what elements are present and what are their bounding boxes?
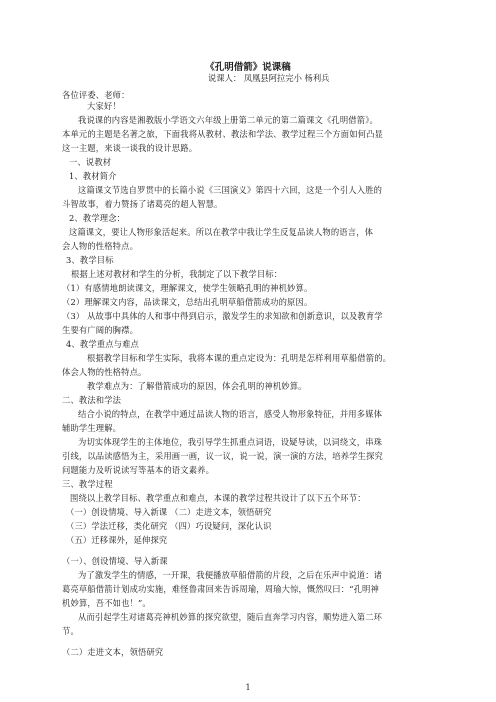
- text-line: （二）走进文本，领悟研究: [62, 647, 164, 657]
- text-line: 这一主题，来谈一谈我的设计思路。: [62, 143, 198, 153]
- text-line: 从而引起学生对诸葛亮神机妙算的探究欲望，随后直奔学习内容，顺势进入第二环: [78, 612, 383, 622]
- text-line: （一）创设情境、导入新课 （二）走进文本，领悟研究: [66, 507, 272, 517]
- text-line: 4、教学重点与难点: [66, 339, 140, 349]
- text-line: 问题能力及听说读写等基本的语文素养。: [62, 465, 215, 475]
- text-line: 引线，以品读感悟为主，采用画一画，议一议，说一说，演一演的方法，培养学生探究: [62, 451, 383, 461]
- text-line: （五）迁移课外，延伸探究: [66, 535, 168, 545]
- text-line: （三）学法迁移，类化研究 （四）巧设疑问，深化认识: [66, 521, 272, 531]
- text-line: 生要有广阔的胸襟。: [62, 325, 139, 335]
- text-line: 结合小说的特点，在教学中通过品读人物的语言，感受人物形象特征，并用多媒体: [78, 409, 383, 419]
- text-line: 围绕以上教学目标、教学重点和难点，本课的教学过程共设计了以下五个环节：: [70, 493, 366, 503]
- text-line: 一、说教材: [69, 157, 112, 167]
- text-line: 体会人物的性格特点。: [62, 367, 147, 377]
- text-line: 为了激发学生的情感，一开课，我便播放草船借箭的片段，之后在乐声中说道：诸: [78, 570, 383, 580]
- text-line: 三、教学过程: [62, 479, 113, 489]
- text-line: 本单元的主题是名著之旅，下面我将从教材、教法和学法、教学过程三个方面如何凸显: [62, 129, 383, 139]
- text-line: 葛亮草船借箭计划成功实施，难怪鲁肃回来告诉周瑜，周瑜大惊，慨然叹曰：“孔明神: [62, 584, 379, 594]
- text-line: 教学难点为：了解借箭成功的原因，体会孔明的神机妙算。: [87, 381, 307, 391]
- text-line: 根据教学目标和学生实际，我将本课的重点定设为：孔明是怎样利用草船借箭的。: [87, 353, 392, 363]
- text-line: （一）、创设情境、导入新课: [62, 556, 168, 566]
- text-line: （3） 从故事中具体的人和事中得到启示，激发学生的求知欲和创新意识，以及教育学: [62, 311, 383, 321]
- text-line: 二、教法和学法: [62, 395, 122, 405]
- text-line: 辅助学生理解。: [62, 423, 122, 433]
- text-line: 节。: [62, 626, 79, 636]
- text-line: 会人物的性格特点。: [62, 241, 139, 251]
- text-line: 这篇课文节选自罗贯中的长篇小说《三国演义》第四十六回，这是一个引人入胜的: [78, 185, 383, 195]
- document-title: 《孔明借箭》说课稿: [205, 62, 291, 73]
- text-line: 我说课的内容是湘教版小学语文六年级上册第二单元的第二篇课文《孔明借箭》。: [78, 115, 378, 125]
- text-line: 2、教学理念：: [69, 213, 126, 223]
- text-line: （1）有感情地朗读课文，理解课文，使学生领略孔明的神机妙算。: [62, 283, 313, 293]
- text-line: 为切实体现学生的主体地位，我引导学生抓重点词语，设疑导读，以词绕文，串珠: [78, 437, 383, 447]
- text-line: 这篇课文，要让人物形象活起来。所以在教学中我让学生反复品读人物的语言，体: [69, 227, 374, 237]
- text-line: 各位评委、老师：: [62, 90, 130, 100]
- text-line: 3、教学目标: [66, 255, 114, 265]
- text-line: 大家好！: [87, 101, 121, 111]
- text-line: （2）理解课文内容，品读课文，总结出孔明草船借箭成功的原因。: [62, 297, 313, 307]
- text-line: 斗智故事，着力赞扬了诸葛亮的超人智慧。: [62, 199, 223, 209]
- text-line: 根据上述对教材和学生的分析，我制定了以下教学目标：: [71, 269, 283, 279]
- text-line: 机妙算，吾不如也！”。: [62, 598, 151, 608]
- speaker-line: 说课人： 凤凰县阿拉完小 杨利兵: [208, 73, 330, 83]
- text-line: 1、教材简介: [69, 171, 117, 181]
- page-number: 1: [245, 683, 251, 692]
